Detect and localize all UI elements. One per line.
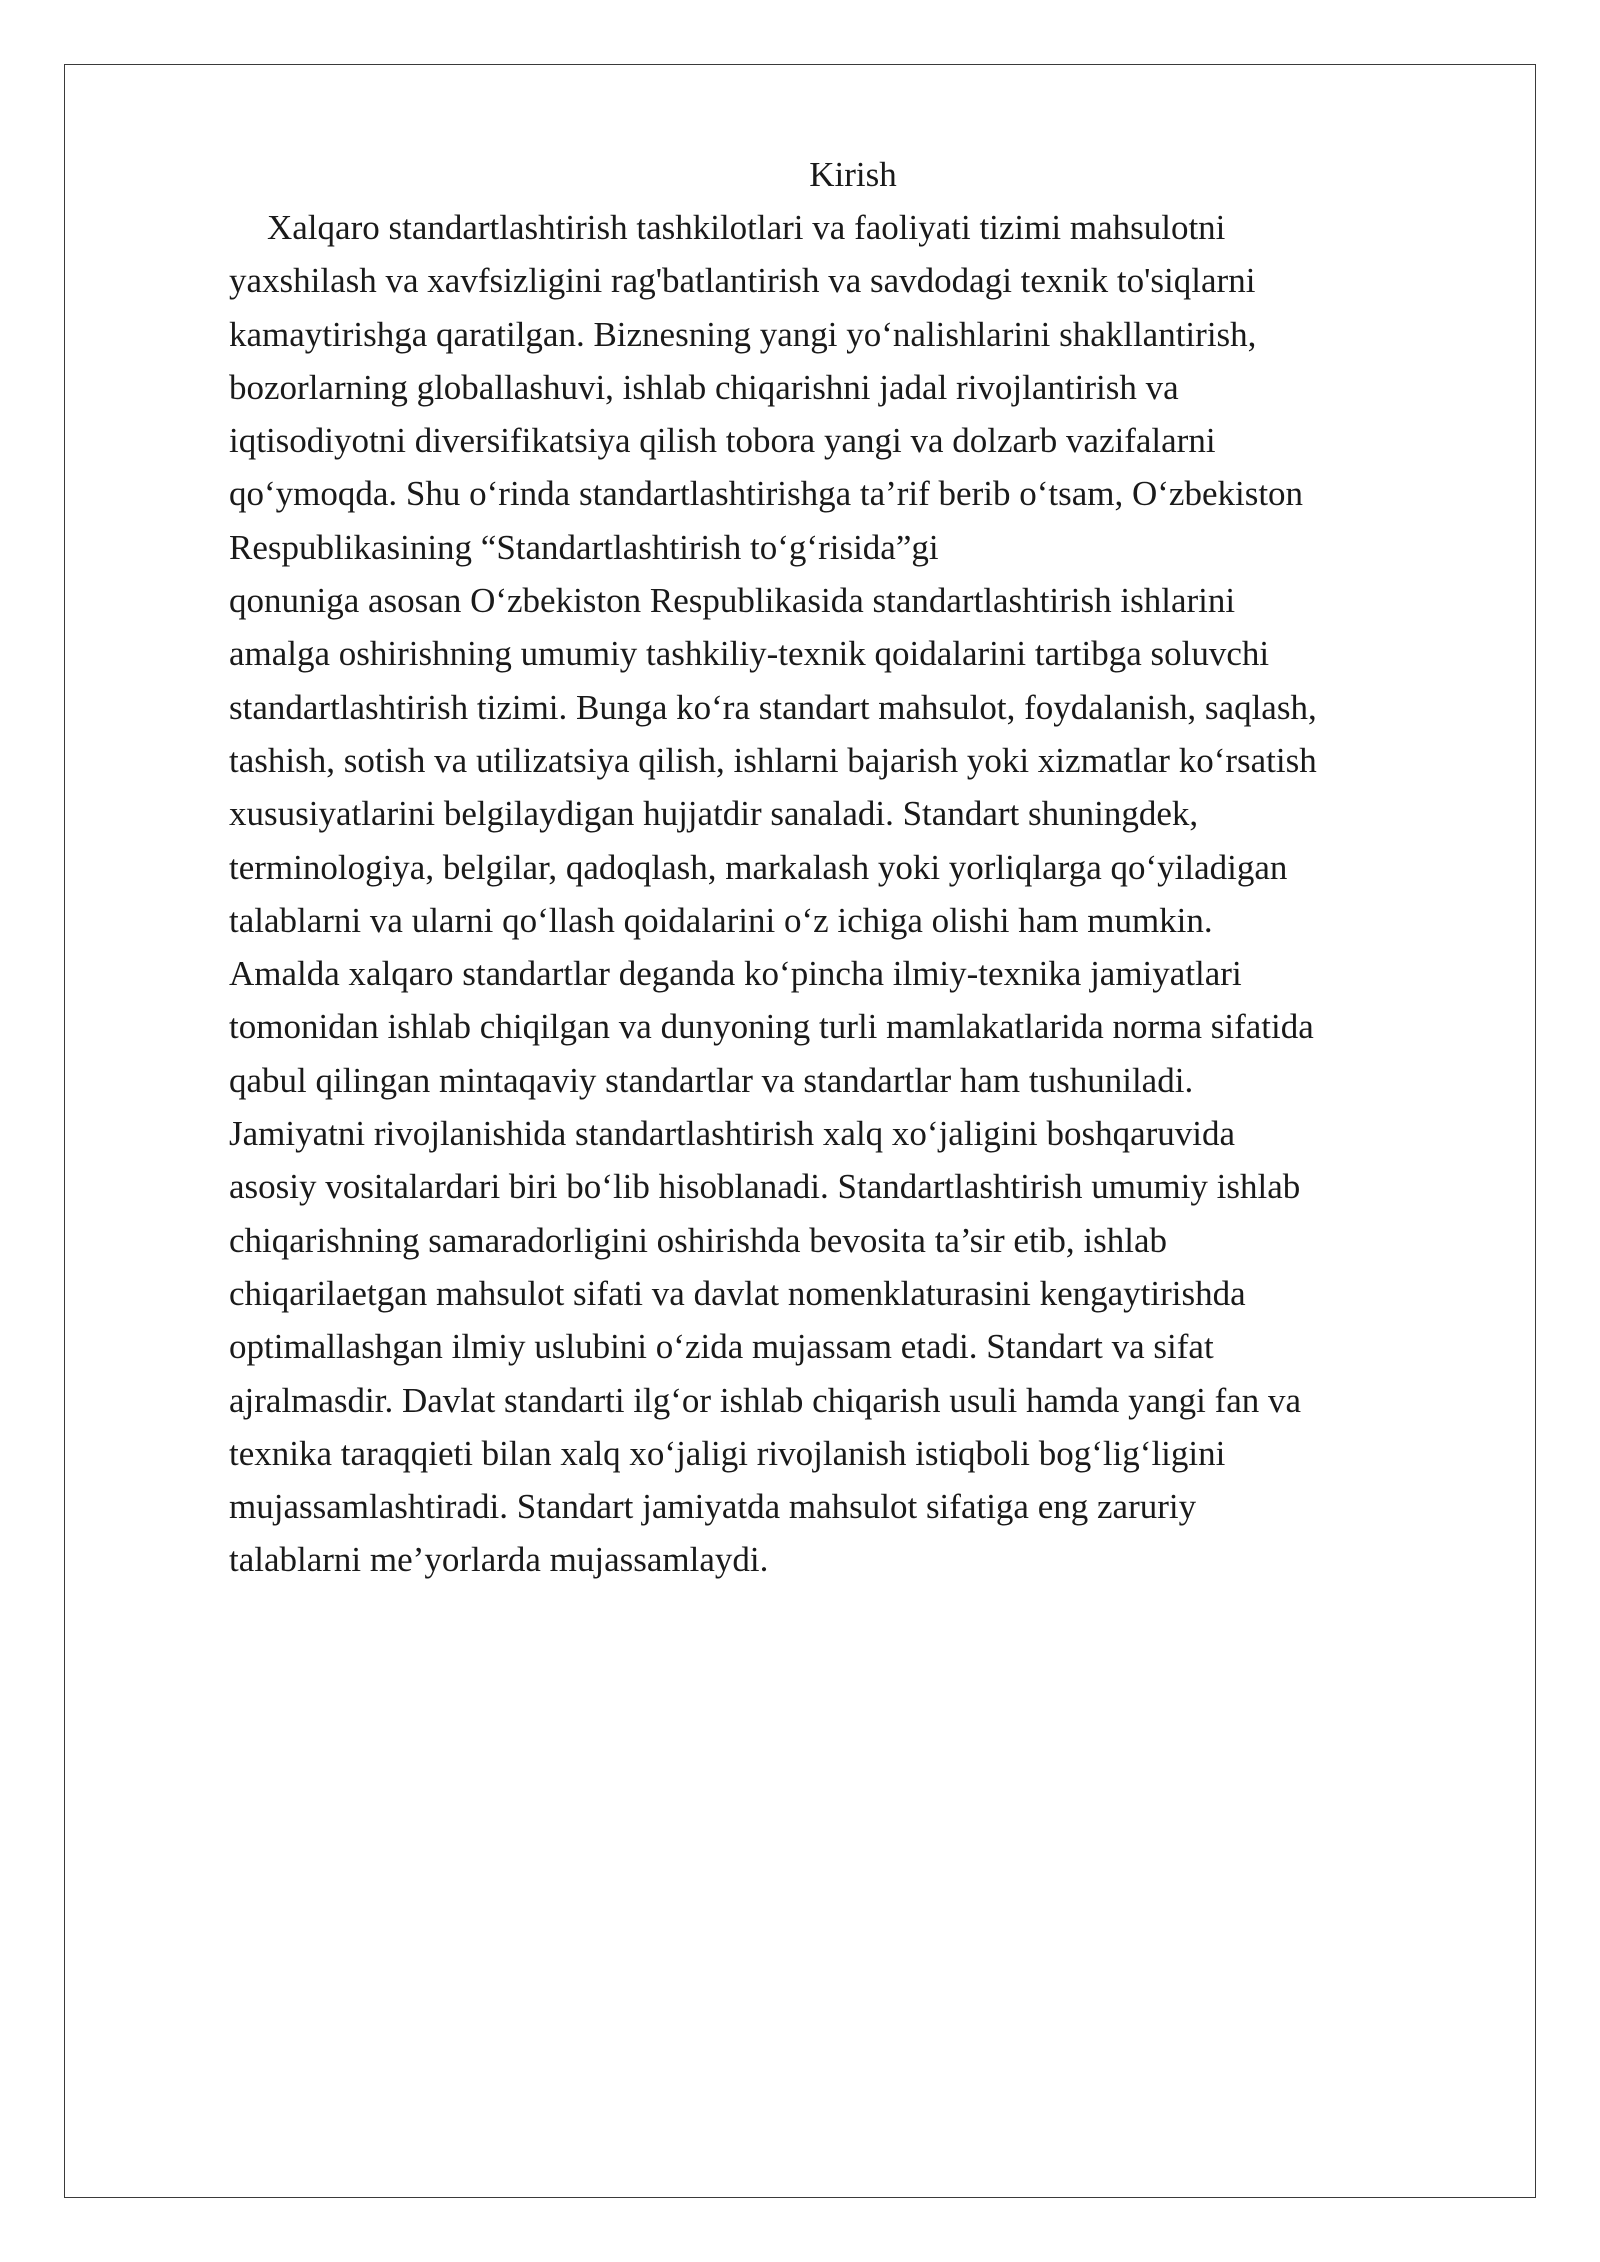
paragraph-line: Jamiyatni rivojlanishida standartlashtirish xalq xo‘jaligini boshqaruvida [229, 1114, 1236, 1154]
paragraph-line: talablarni me’yorlarda mujassamlaydi. [229, 1540, 769, 1580]
paragraph-line: mujassamlashtiradi. Standart jamiyatda mahsulot sifatiga eng zaruriy [229, 1487, 1197, 1527]
paragraph-line: tashish, sotish va utilizatsiya qilish, ishlarni bajarish yoki xizmatlar ko‘rsatish [229, 740, 1317, 780]
paragraph-line: talablarni va ularni qo‘llash qoidalarini o‘z ichiga olishi ham mumkin. [229, 900, 1213, 940]
paragraph-line: tomonidan ishlab chiqilgan va dunyoning turli mamlakatlarida norma sifatida [229, 1007, 1314, 1047]
paragraph-line: amalga oshirishning umumiy tashkiliy-texnik qoidalarini tartibga soluvchi [229, 634, 1270, 674]
paragraph-line: qo‘ymoqda. Shu o‘rinda standartlashtirishga ta’rif berib o‘tsam, O‘zbekiston [229, 474, 1304, 514]
paragraph-line: xususiyatlarini belgilaydigan hujjatdir sanaladi. Standart shuningdek, [229, 794, 1199, 834]
paragraph-line: kamaytirishga qaratilgan. Biznesning yangi yo‘nalishlarini shakllantirish, [229, 314, 1257, 354]
paragraph-line: bozorlarning globallashuvi, ishlab chiqarishni jadal rivojlantirish va [229, 367, 1179, 407]
paragraph-line: Xalqaro standartlashtirish tashkilotlari va faoliyati tizimi mahsulotni [267, 208, 1226, 247]
paragraph-line: optimallashgan ilmiy uslubini o‘zida mujassam etadi. Standart va sifat [229, 1327, 1214, 1367]
paragraph-line: terminologiya, belgilar, qadoqlash, markalash yoki yorliqlarga qo‘yiladigan [229, 847, 1288, 887]
paragraph-line: ajralmasdir. Davlat standarti ilg‘or ishlab chiqarish usuli hamda yangi fan va [229, 1380, 1302, 1420]
document-body [229, 148, 1519, 1587]
paragraph-line: qabul qilingan mintaqaviy standartlar va standartlar ham tushuniladi. [229, 1060, 1194, 1100]
paragraph-line: standartlashtirish tizimi. Bunga ko‘ra standart mahsulot, foydalanish, saqlash, [229, 687, 1317, 727]
paragraph-line: yaxshilash va xavfsizligini rag'batlantirish va savdodagi texnik to'siqlarni [229, 261, 1256, 301]
paragraph-line: chiqarilaetgan mahsulot sifati va davlat nomenklaturasini kengaytirishda [229, 1273, 1246, 1313]
paragraph-line: asosiy vositalardari biri bo‘lib hisoblanadi. Standartlashtirish umumiy ishlab [229, 1167, 1301, 1207]
paragraph-line: texnika taraqqieti bilan xalq xo‘jaligi rivojlanish istiqboli bog‘lig‘ligini [229, 1433, 1226, 1473]
paragraph-line: chiqarishning samaradorligini oshirishda bevosita ta’sir etib, ishlab [229, 1220, 1168, 1260]
paragraph-line: iqtisodiyotni diversifikatsiya qilish tobora yangi va dolzarb vazifalarni [229, 421, 1216, 461]
paragraph-line: qonuniga asosan O‘zbekiston Respublikasida standartlashtirish ishlarini [229, 581, 1236, 621]
paragraph-line: Respublikasining “Standartlashtirish to‘g‘risida”gi [229, 527, 939, 567]
paragraph-line: Amalda xalqaro standartlar deganda ko‘pincha ilmiy-texnika jamiyatlari [229, 954, 1242, 994]
page-title: Kirish [809, 155, 897, 194]
body-paragraph [229, 201, 1519, 1587]
